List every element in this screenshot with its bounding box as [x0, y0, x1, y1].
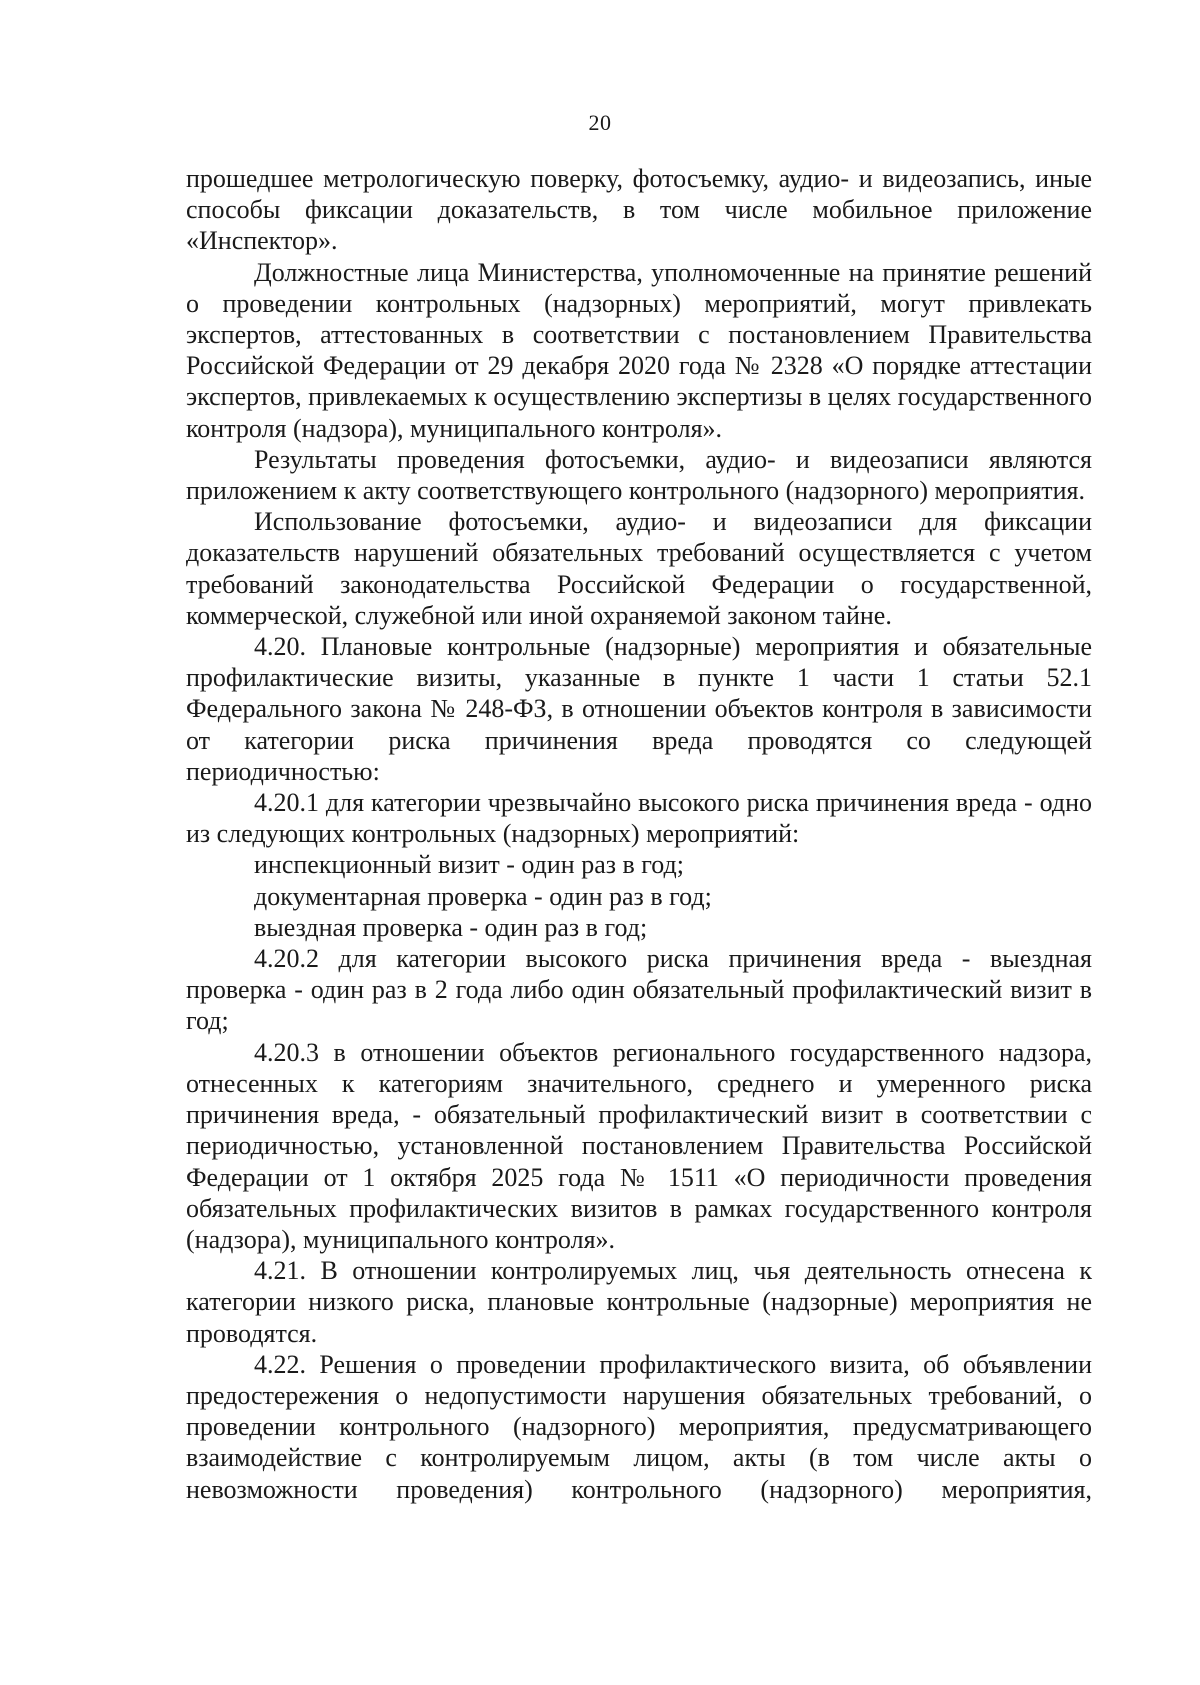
paragraph: Результаты проведения фотосъемки, аудио- и видеозаписи являются приложением к акту соответствующего контрольного (надзорного) мероприятия. — [186, 444, 1092, 506]
page-number: 20 — [588, 110, 612, 135]
paragraph-continued: 4.22. Решения о проведении профилактического визита, об объявлении предостережения о недопустимости нарушения обязательных требований, о проведении контрольного (надзорного) мероприятия, предусматривающего взаимодействие с контролируемым лицом, акты (в том числе акты о невозможности проведения) контрольного (надзорного) мероприятия, — [186, 1349, 1092, 1504]
paragraph: 4.20.1 для категории чрезвычайно высокого риска причинения вреда - одно из следующих контрольных (надзорных) мероприятий: — [186, 788, 1092, 849]
paragraph: 4.20.2 для категории высокого риска причинения вреда - выездная проверка - один раз в 2 года либо один обязательный профилактический визит в год; — [186, 944, 1092, 1036]
paragraph: Использование фотосъемки, аудио- и видеозаписи для фиксации доказательств нарушений обязательных требований осуществляется с учетом требований законодательства Российской Федерации о государственной, коммерческой, служебной или иной охраняемой законом тайне. — [186, 507, 1092, 630]
list-item: выездная проверка - один раз в год; — [254, 912, 648, 942]
paragraph: прошедшее метрологическую поверку, фотосъемку, аудио- и видеозапись, иные способы фиксации доказательств, в том числе мобильное приложение «Инспектор». — [186, 164, 1092, 256]
list-item: документарная проверка - один раз в год; — [254, 881, 712, 911]
paragraph: Должностные лица Министерства, уполномоченные на принятие решений о проведении контрольных (надзорных) мероприятий, могут привлекать экспертов, аттестованных в соответствии с постановлением Правительства Российской Федерации от 29 декабря 2020 года № 2328 «О порядке аттестации экспертов, привлекаемых к осуществлению экспертизы в целях государственного контроля (надзора), муниципального контроля». — [186, 257, 1092, 443]
list-item: инспекционный визит - один раз в год; — [254, 850, 685, 880]
paragraph: 4.20. Плановые контрольные (надзорные) мероприятия и обязательные профилактические визиты, указанные в пункте 1 части 1 статьи 52.1 Федерального закона № 248-ФЗ, в отношении объектов контроля в зависимости от категории риска причинения вреда проводятся со следующей периодичностью: — [186, 632, 1092, 786]
document-body — [186, 163, 1092, 1505]
paragraph: 4.20.3 в отношении объектов регионального государственного надзора, отнесенных к категориям значительного, среднего и умеренного риска причинения вреда, - обязательный профилактический визит в соответствии с периодичностью, установленной постановлением Правительства Российской Федерации от 1 октября 2025 года № 1511 «О периодичности проведения обязательных профилактических визитов в рамках государственного контроля (надзора), муниципального контроля». — [186, 1037, 1092, 1254]
paragraph: 4.21. В отношении контролируемых лиц, чья деятельность отнесена к категории низкого риска, плановые контрольные (надзорные) мероприятия не проводятся. — [186, 1256, 1092, 1348]
